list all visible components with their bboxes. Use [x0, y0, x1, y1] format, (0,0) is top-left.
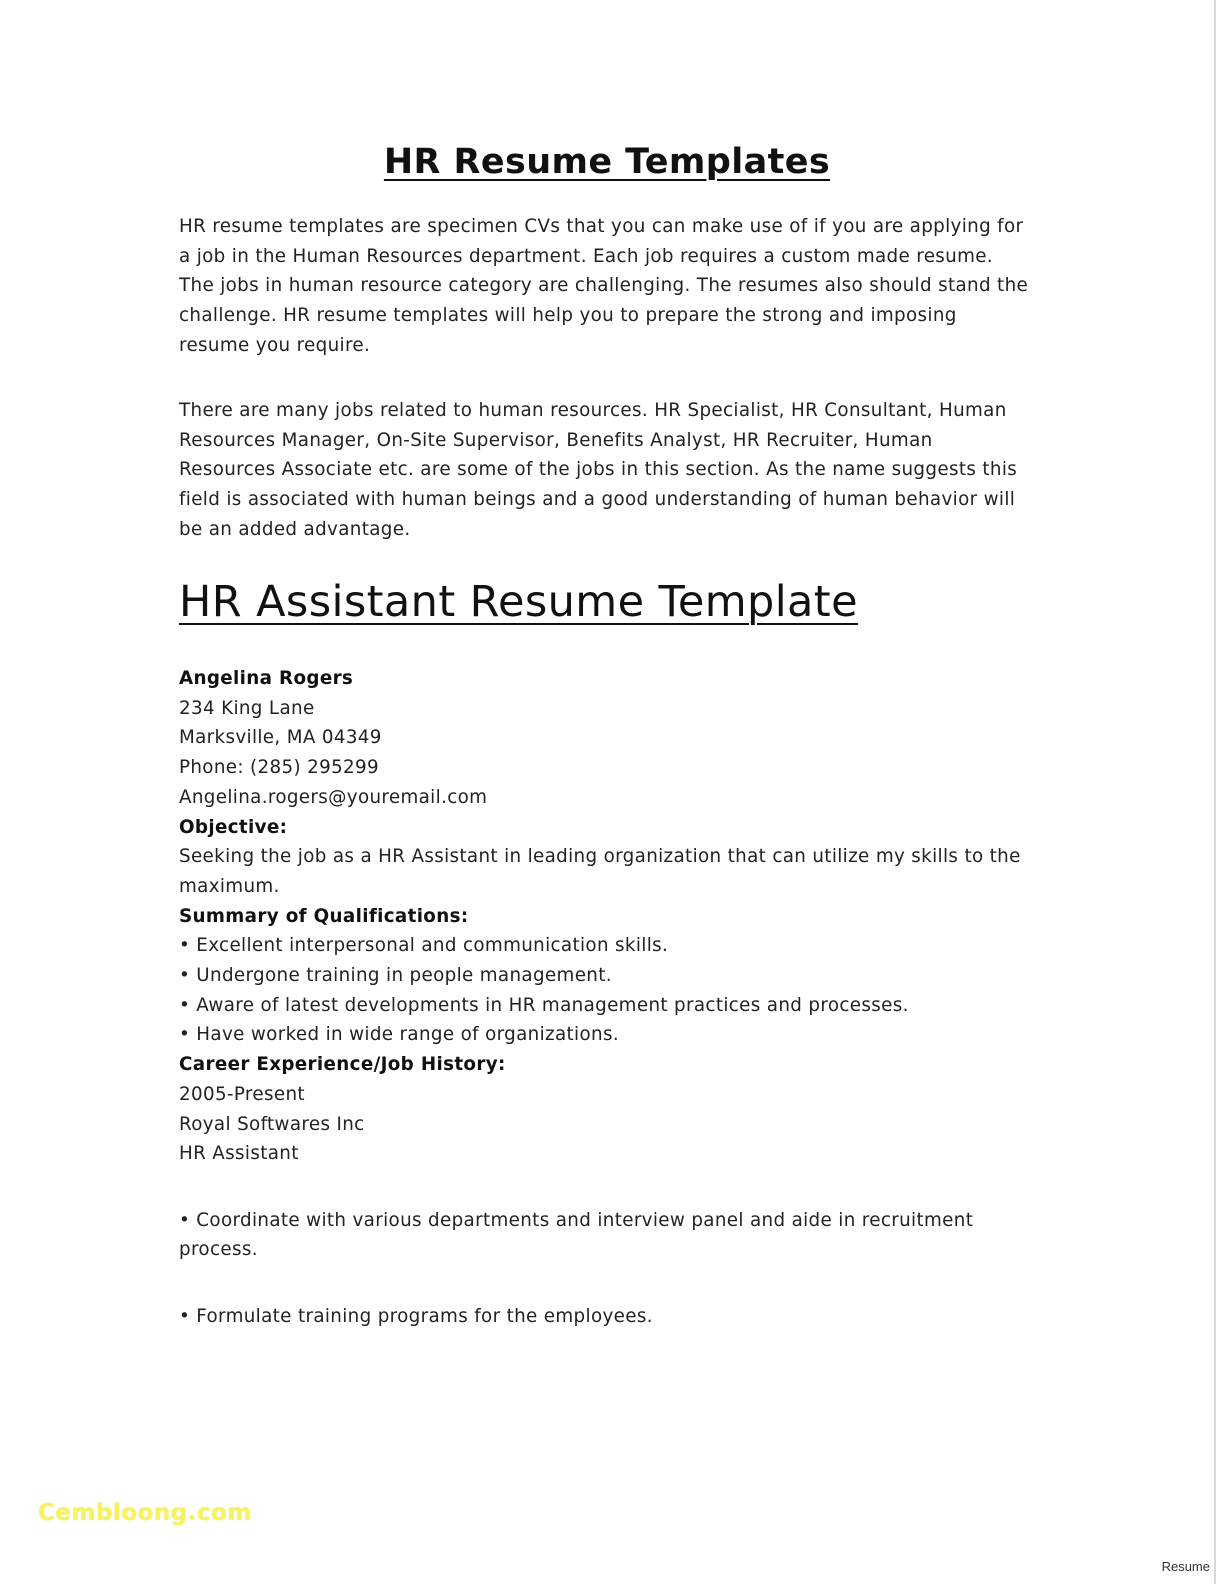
objective-line: maximum.: [179, 875, 280, 897]
page-title: HR Resume Templates: [383, 142, 831, 182]
paragraph-line: Resources Manager, On-Site Supervisor, Benefits Analyst, HR Recruiter, Human: [179, 429, 933, 451]
section-title: HR Assistant Resume Template: [179, 577, 858, 627]
qualification-item: • Excellent interpersonal and communication skills.: [179, 935, 669, 957]
spacer: [179, 1169, 1021, 1206]
spacer: [179, 1265, 1021, 1302]
paragraph-line: Resources Associate etc. are some of the jobs in this section. As the name suggests this: [179, 459, 1018, 481]
paragraph-line: There are many jobs related to human resources. HR Specialist, HR Consultant, Human: [179, 400, 1007, 421]
experience-period: 2005-Present: [179, 1083, 305, 1105]
page-edge: [1214, 0, 1216, 1584]
resume-email: Angelina.rogers@youremail.com: [179, 786, 488, 808]
resume-name: Angelina Rogers: [179, 668, 354, 689]
qualification-item: • Aware of latest developments in HR management practices and processes.: [179, 994, 909, 1016]
duty-item: • Coordinate with various departments and interview panel and aide in recruitment: [179, 1209, 974, 1231]
intro-paragraph-1: [179, 212, 1028, 361]
qualification-item: • Have worked in wide range of organizations.: [179, 1024, 619, 1046]
experience-company: Royal Softwares Inc: [179, 1113, 365, 1135]
corner-label: Resume: [1161, 1559, 1210, 1574]
experience-heading: Career Experience/Job History:: [179, 1054, 506, 1076]
paragraph-line: a job in the Human Resources department. Each job requires a custom made resume.: [179, 245, 994, 267]
qualifications-heading: Summary of Qualifications:: [179, 905, 469, 927]
paragraph-line: field is associated with human beings and a good understanding of human behavior will: [179, 489, 1016, 511]
resume-address-line-1: 234 King Lane: [179, 697, 315, 719]
paragraph-line: challenge. HR resume templates will help you to prepare the strong and imposing: [179, 305, 957, 327]
qualification-item: • Undergone training in people management.: [179, 965, 612, 987]
resume-phone: Phone: (285) 295299: [179, 757, 380, 779]
paragraph-line: HR resume templates are specimen CVs that you can make use of if you are applying for: [179, 216, 1024, 237]
duty-item: • Formulate training programs for the employees.: [179, 1305, 653, 1327]
paragraph-line: resume you require.: [179, 334, 371, 356]
duty-item-continued: process.: [179, 1239, 258, 1261]
watermark-logo: Cembloong.com: [38, 1500, 252, 1526]
paragraph-line: be an added advantage.: [179, 518, 411, 540]
objective-heading: Objective:: [179, 816, 288, 838]
resume-sample: [179, 664, 1021, 1331]
intro-paragraph-2: [179, 396, 1017, 545]
experience-position: HR Assistant: [179, 1143, 299, 1165]
paragraph-line: The jobs in human resource category are challenging. The resumes also should stand the: [179, 275, 1029, 297]
resume-address-line-2: Marksville, MA 04349: [179, 727, 382, 749]
objective-line: Seeking the job as a HR Assistant in leading organization that can utilize my skills to the: [179, 846, 1021, 868]
